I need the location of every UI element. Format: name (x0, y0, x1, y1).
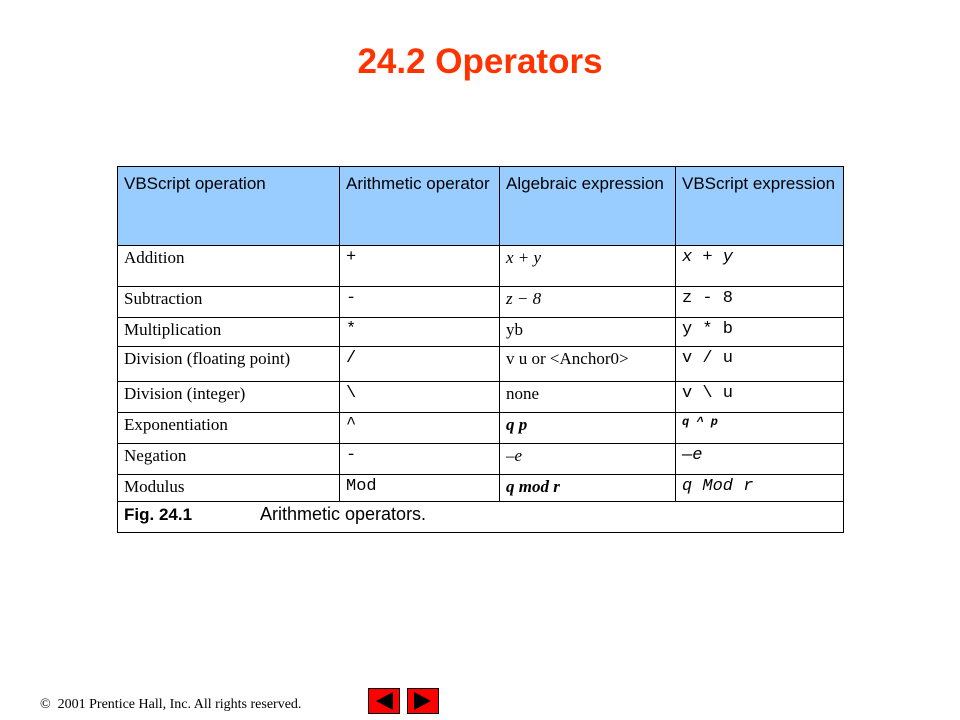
operators-table (117, 166, 844, 533)
table-row (118, 347, 844, 382)
operator-cell: * (340, 318, 500, 347)
table-row (118, 246, 844, 287)
table-row (118, 413, 844, 444)
operator-cell: \ (340, 382, 500, 413)
algebraic-cell: v u or <Anchor0> (500, 347, 676, 382)
vbscript-expression-cell: v / u (676, 347, 844, 382)
header-arithmetic-operator: Arithmetic operator (340, 167, 500, 246)
copyright-icon: © (40, 697, 51, 712)
operation-cell: Modulus (118, 475, 340, 502)
operator-cell: / (340, 347, 500, 382)
previous-slide-button[interactable] (368, 688, 400, 714)
algebraic-cell: –e (500, 444, 676, 475)
operation-cell: Division (integer) (118, 382, 340, 413)
algebraic-cell: z − 8 (500, 287, 676, 318)
operator-cell: Mod (340, 475, 500, 502)
vbscript-expression-cell: q ^ p (676, 413, 844, 444)
vbscript-expression-cell: q Mod r (676, 475, 844, 502)
table-row (118, 475, 844, 502)
caption-row (118, 502, 844, 533)
algebraic-cell: q p (500, 413, 676, 444)
vbscript-expression-cell: y * b (676, 318, 844, 347)
algebraic-cell: none (500, 382, 676, 413)
figure-caption (118, 502, 844, 533)
header-vbscript-expression: VBScript expression (676, 167, 844, 246)
operation-cell: Division (floating point) (118, 347, 340, 382)
operation-cell: Negation (118, 444, 340, 475)
header-algebraic-expression: Algebraic expression (500, 167, 676, 246)
operator-cell: - (340, 287, 500, 318)
figure-label: Fig. 24.1 (124, 505, 193, 524)
operation-cell: Addition (118, 246, 340, 287)
operation-cell: Exponentiation (118, 413, 340, 444)
table-row (118, 382, 844, 413)
next-slide-button[interactable] (407, 688, 439, 714)
algebraic-cell: x + y (500, 246, 676, 287)
copyright-footer (40, 697, 301, 713)
table-row (118, 287, 844, 318)
vbscript-expression-cell: —e (676, 444, 844, 475)
algebraic-cell: q mod r (500, 475, 676, 502)
table-row (118, 318, 844, 347)
slide-title: 24.2 Operators (357, 42, 603, 81)
copyright-text: 2001 Prentice Hall, Inc. All rights reserved. (57, 697, 302, 712)
arrow-right-icon (408, 689, 438, 713)
algebraic-cell: yb (500, 318, 676, 347)
table-header-row (118, 167, 844, 246)
figure-caption-text: Arithmetic operators. (260, 504, 427, 524)
operation-cell: Multiplication (118, 318, 340, 347)
operator-cell: ^ (340, 413, 500, 444)
operator-cell: + (340, 246, 500, 287)
arrow-left-icon (369, 689, 399, 713)
operation-cell: Subtraction (118, 287, 340, 318)
vbscript-expression-cell: x + y (676, 246, 844, 287)
header-vbscript-operation: VBScript operation (118, 167, 340, 246)
vbscript-expression-cell: v \ u (676, 382, 844, 413)
operator-cell: - (340, 444, 500, 475)
table-row (118, 444, 844, 475)
vbscript-expression-cell: z - 8 (676, 287, 844, 318)
